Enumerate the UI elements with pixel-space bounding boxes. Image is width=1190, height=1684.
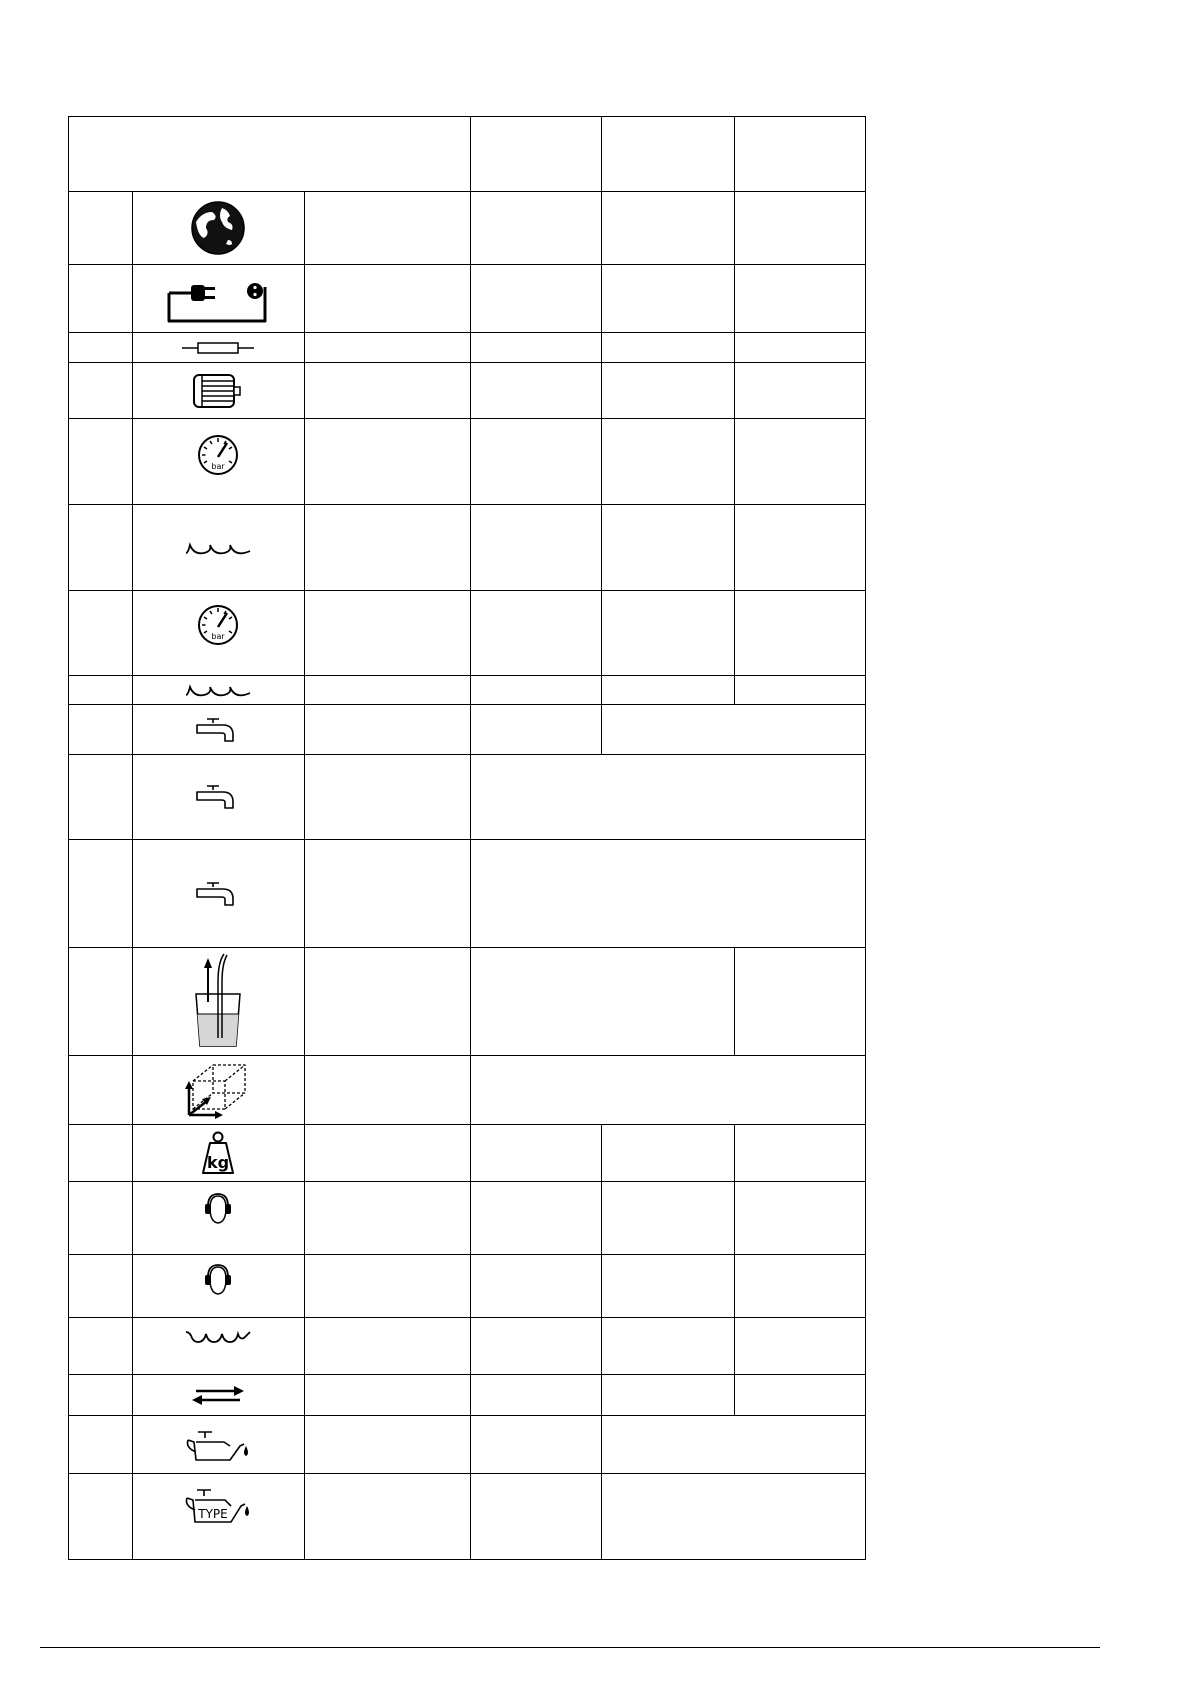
row-number-cell (69, 333, 133, 363)
table-row (69, 1255, 866, 1318)
icon-cell (133, 948, 304, 1056)
value-cell (471, 419, 602, 505)
row-number-cell (69, 505, 133, 591)
row-number-cell (69, 419, 133, 505)
value-cell (734, 1125, 865, 1182)
value-cell (471, 705, 602, 755)
table-row (69, 948, 866, 1056)
value-cell (734, 1375, 865, 1416)
icon-cell (133, 505, 304, 591)
header-cell-title (69, 117, 471, 192)
row-number-cell (69, 948, 133, 1056)
table-row (69, 676, 866, 705)
value-cell (602, 333, 734, 363)
icon-cell (133, 705, 304, 755)
row-number-cell (69, 1318, 133, 1375)
value-cell (602, 192, 734, 265)
oil-can-icon (184, 1426, 252, 1464)
header-cell-col1 (471, 117, 602, 192)
spec-table (68, 116, 866, 1560)
row-number-cell (69, 1474, 133, 1560)
table-row (69, 705, 866, 755)
icon-cell (133, 676, 304, 705)
value-cell (602, 1182, 734, 1255)
table-row (69, 1182, 866, 1255)
table-row (69, 1056, 866, 1125)
icon-cell (133, 192, 304, 265)
icon-cell (133, 419, 304, 505)
value-cell (734, 591, 865, 676)
value-cell-merged (602, 1474, 866, 1560)
water-wave-icon (184, 539, 252, 557)
icon-cell (133, 333, 304, 363)
value-cell (602, 363, 734, 419)
value-cell (602, 1255, 734, 1318)
row-number-cell (69, 1375, 133, 1416)
icon-cell (133, 840, 304, 948)
water-tap-icon (193, 879, 243, 909)
label-cell (304, 265, 470, 333)
icon-cell (133, 363, 304, 419)
value-cell (734, 419, 865, 505)
table-row (69, 192, 866, 265)
value-cell (734, 676, 865, 705)
label-cell (304, 333, 470, 363)
value-cell (734, 265, 865, 333)
value-cell (602, 1375, 734, 1416)
label-cell (304, 840, 470, 948)
label-cell (304, 948, 470, 1056)
water-tap-icon (193, 715, 243, 745)
value-cell (734, 1318, 865, 1375)
value-cell (471, 265, 602, 333)
motor-icon (188, 372, 248, 410)
table-row (69, 840, 866, 948)
value-cell (602, 265, 734, 333)
header-cell-col2 (602, 117, 734, 192)
bidirectional-arrows-icon (190, 1384, 246, 1406)
value-cell (471, 1416, 602, 1474)
value-cell (734, 1182, 865, 1255)
label-cell (304, 591, 470, 676)
value-cell (602, 591, 734, 676)
value-cell (471, 1474, 602, 1560)
gauge-unit-label: bar (211, 462, 225, 471)
ear-protection-icon (203, 1263, 233, 1297)
value-cell (471, 192, 602, 265)
suction-glass-icon (190, 952, 246, 1052)
table-row (69, 333, 866, 363)
label-cell (304, 1182, 470, 1255)
header-cell-col3 (734, 117, 865, 192)
label-cell (304, 1416, 470, 1474)
oil-can-type-icon (183, 1484, 253, 1526)
value-cell (734, 333, 865, 363)
fuse-icon (180, 340, 256, 356)
label-cell (304, 1318, 470, 1375)
dimensions-box-icon (183, 1061, 253, 1119)
label-cell (304, 705, 470, 755)
label-cell (304, 363, 470, 419)
water-tap-icon (193, 782, 243, 812)
gauge-unit-label: bar (211, 632, 225, 641)
value-cell-merged (602, 1416, 866, 1474)
label-cell (304, 755, 470, 840)
value-cell-merged (602, 705, 866, 755)
table-row (69, 1375, 866, 1416)
value-cell (471, 1182, 602, 1255)
pressure-gauge-icon (196, 603, 240, 647)
value-cell (734, 505, 865, 591)
value-cell (602, 505, 734, 591)
value-cell (734, 192, 865, 265)
label-cell (304, 1255, 470, 1318)
row-number-cell (69, 1416, 133, 1474)
table-header-row (69, 117, 866, 192)
row-number-cell (69, 363, 133, 419)
label-cell (304, 505, 470, 591)
value-cell (471, 1318, 602, 1375)
row-number-cell (69, 840, 133, 948)
value-cell-merged (471, 755, 866, 840)
icon-cell (133, 1474, 304, 1560)
icon-cell (133, 591, 304, 676)
icon-cell (133, 755, 304, 840)
value-cell-merged (471, 948, 735, 1056)
icon-cell (133, 265, 304, 333)
label-cell (304, 1375, 470, 1416)
table-row (69, 265, 866, 333)
label-cell (304, 1056, 470, 1125)
vibration-wave-icon (184, 1328, 252, 1346)
value-cell (471, 1375, 602, 1416)
value-cell (471, 1125, 602, 1182)
value-cell (602, 419, 734, 505)
label-cell (304, 1125, 470, 1182)
value-cell-merged (471, 840, 866, 948)
oil-type-label: TYPE (198, 1507, 229, 1521)
table-row (69, 591, 866, 676)
value-cell-merged (471, 1056, 866, 1125)
row-number-cell (69, 676, 133, 705)
power-supply-icon (163, 271, 273, 327)
row-number-cell (69, 1125, 133, 1182)
icon-cell (133, 1125, 304, 1182)
value-cell (471, 591, 602, 676)
icon-cell (133, 1255, 304, 1318)
table-row (69, 1125, 866, 1182)
table-row (69, 1474, 866, 1560)
value-cell (734, 363, 865, 419)
label-cell (304, 192, 470, 265)
table-row (69, 755, 866, 840)
row-number-cell (69, 591, 133, 676)
label-cell (304, 419, 470, 505)
value-cell (471, 1255, 602, 1318)
value-cell (602, 1125, 734, 1182)
row-number-cell (69, 705, 133, 755)
icon-cell (133, 1416, 304, 1474)
row-number-cell (69, 1255, 133, 1318)
table-row (69, 1318, 866, 1375)
icon-cell (133, 1318, 304, 1375)
row-number-cell (69, 265, 133, 333)
weight-kg-icon (198, 1131, 238, 1175)
row-number-cell (69, 1182, 133, 1255)
icon-cell (133, 1182, 304, 1255)
icon-cell (133, 1056, 304, 1125)
row-number-cell (69, 192, 133, 265)
value-cell (471, 333, 602, 363)
value-cell (734, 948, 865, 1056)
globe-icon (188, 198, 248, 258)
table-row (69, 505, 866, 591)
value-cell (734, 1255, 865, 1318)
water-wave-icon (184, 682, 252, 698)
footer-rule (40, 1647, 1100, 1648)
table-row (69, 419, 866, 505)
value-cell (471, 363, 602, 419)
ear-protection-icon (203, 1192, 233, 1226)
pressure-gauge-icon (196, 433, 240, 477)
row-number-cell (69, 755, 133, 840)
value-cell (471, 505, 602, 591)
value-cell (602, 676, 734, 705)
icon-cell (133, 1375, 304, 1416)
table-row (69, 363, 866, 419)
label-cell (304, 676, 470, 705)
weight-unit-label: kg (207, 1153, 230, 1172)
row-number-cell (69, 1056, 133, 1125)
label-cell (304, 1474, 470, 1560)
value-cell (471, 676, 602, 705)
table-row (69, 1416, 866, 1474)
value-cell (602, 1318, 734, 1375)
